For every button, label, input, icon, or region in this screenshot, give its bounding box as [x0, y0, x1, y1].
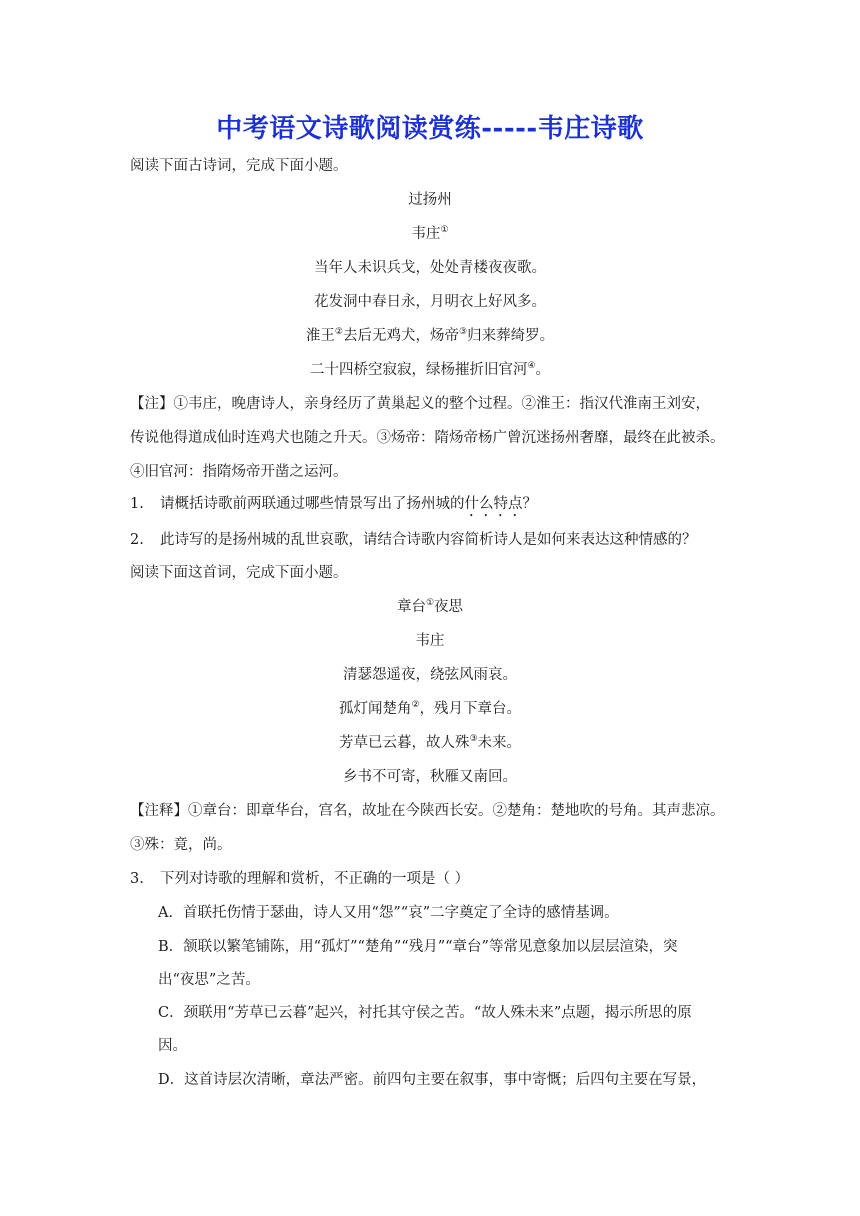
note-mark: ②	[334, 327, 343, 337]
question-2: 2. 此诗写的是扬州城的乱世哀歌，请结合诗歌内容简析诗人是如何来表达这种情感的？	[130, 532, 697, 548]
poem-title-2: 章台①夜思	[396, 598, 464, 615]
option-a: A．首联托伤情于瑟曲，诗人又用“怨”“哀”二字奠定了全诗的感情基调。	[158, 905, 619, 921]
note-mark: ①	[425, 598, 435, 608]
note-line: ③殊：竟，尚。	[130, 837, 232, 853]
note-mark: ③	[469, 734, 478, 744]
option-b-cont: 出“夜思”之苦。	[158, 972, 260, 988]
option-b: B．颔联以繁笔铺陈，用“孤灯”“楚角”“残月”“章台”等常见意象加以层层渲染，突	[158, 939, 678, 955]
question-3: 3. 下列对诗歌的理解和赏析，不正确的一项是（ ）	[130, 871, 470, 887]
note-line: 传说他得道成仙时连鸡犬也随之升天。③炀帝：隋炀帝杨广曾沉迷扬州奢靡，最终在此被杀。	[130, 430, 725, 446]
poem-line: 淮王②去后无鸡犬，炀帝③归来葬绮罗。	[305, 327, 555, 344]
poem-line: 当年人未识兵戈，处处青楼夜夜歌。	[314, 260, 546, 276]
instruction-1: 阅读下面古诗词，完成下面小题。	[130, 158, 348, 174]
note-mark: ④	[527, 361, 536, 371]
poem-author-1: 韦庄①	[411, 225, 449, 242]
option-c-cont: 因。	[158, 1038, 187, 1054]
note-line: 【注】①韦庄，晚唐诗人，亲身经历了黄巢起义的整个过程。②淮王：指汉代淮南王刘安，	[130, 396, 710, 412]
note-line: 【注释】①章台：即章华台，宫名，故址在今陕西长安。②楚角：楚地吹的号角。其声悲凉。	[130, 803, 725, 819]
note-mark: ②	[411, 700, 420, 710]
poem-author-2: 韦庄	[415, 633, 445, 649]
note-mark: ③	[459, 327, 468, 337]
poem-title-1: 过扬州	[408, 192, 452, 208]
page-title: 中考语文诗歌阅读赏练-----韦庄诗歌	[216, 114, 644, 144]
poem-line: 乡书不可寄，秋雁又南回。	[343, 769, 517, 785]
option-c: C．颈联用“芳草已云暮”起兴，衬托其守侯之苦。“故人殊未来”点题，揭示所思的原	[158, 1005, 692, 1021]
emphasized-text: 什么特点	[464, 496, 523, 512]
poem-line: 芳草已云暮，故人殊③未来。	[338, 734, 522, 751]
question-1: 1. 请概括诗歌前两联通过哪些情景写出了扬州城的什么特点？	[130, 496, 537, 512]
poem-line: 花发洞中春日永，月明衣上好风多。	[314, 294, 546, 310]
instruction-2: 阅读下面这首词，完成下面小题。	[130, 565, 348, 581]
note-line: ④旧官河：指隋炀帝开凿之运河。	[130, 464, 348, 480]
poem-line: 清瑟怨遥夜，绕弦风雨哀。	[343, 667, 517, 683]
poem-line: 孤灯闻楚角②，残月下章台。	[338, 700, 522, 717]
note-mark: ①	[440, 225, 449, 235]
poem-line: 二十四桥空寂寂，绿杨摧折旧官河④。	[309, 361, 551, 378]
option-d: D．这首诗层次清晰，章法严密。前四句主要在叙事，事中寄慨；后四句主要在写景，	[158, 1072, 707, 1088]
